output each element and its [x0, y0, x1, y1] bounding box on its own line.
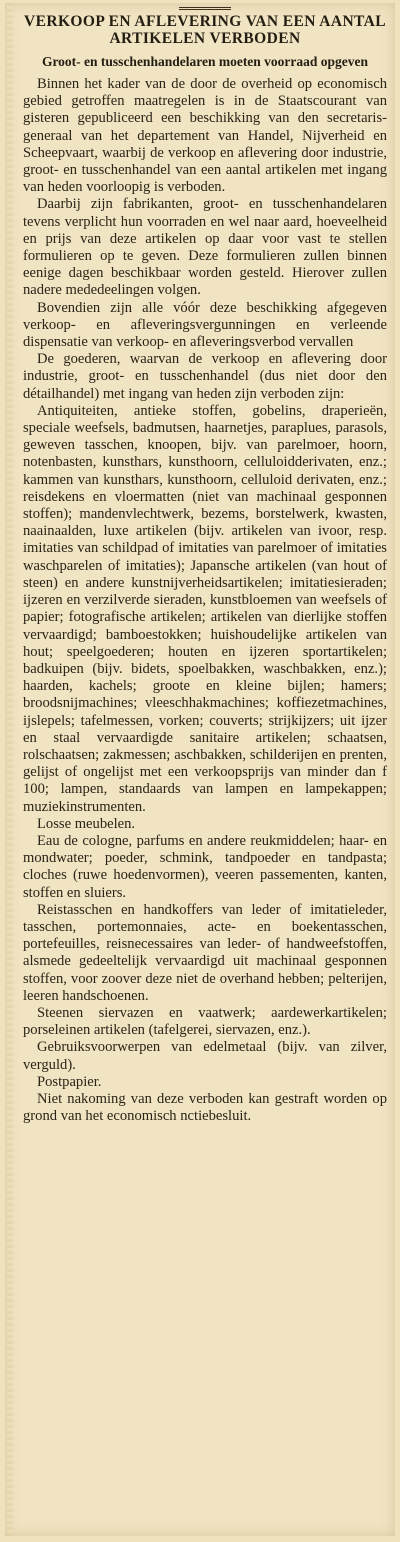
paragraph-paper: Postpapier. — [37, 1073, 102, 1090]
paragraph-precious-metal: Gebruiksvoorwerpen van edelmetaal (bijv. van zilver, verguld). — [23, 1039, 387, 1073]
paragraph-goods-intro: De goederen, waarvan de verkoop en aflevering door industrie, groot- en tusschenhandel (dus niet door den détailhandel) met ingang van heden zijn verboden zijn: — [23, 351, 387, 402]
paragraph-ceramics: Steenen siervazen en vaatwerk; aardewerkartikelen; porseleinen artikelen (tafelgerei, siervazen, enz.). — [23, 1004, 387, 1039]
paragraph-permits: Bovendien zijn alle vóór deze beschikking afgegeven verkoop- en afleveringsvergunningen en verleende dispensatie van verkoop- en afleveringsverbod vervallen — [23, 299, 387, 351]
paragraph-obligation: Daarbij zijn fabrikanten, groot- en tusschenhandelaren tevens verplicht hun voorraden en wel naar aard, hoeveelheid en prijs van deze artikelen op daar voor vast te stellen formulieren op te geven. Deze formulieren zullen binnen eenige dagen beschikbaar worden gesteld. Hierover zullen nadere mededeelingen volgen. — [23, 196, 387, 299]
subheadline: Groot- en tusschenhandelaren moeten voorraad opgeven — [41, 54, 369, 69]
paragraph-leather: Reistasschen en handkoffers van leder of imitatieleder, tasschen, portemonnaies, acte- en boekentasschen, portefeuilles, reisnecessaires van leder- of handweefstoffen, alsmede gedeeltelijk vervaardigd uit machinaal gesponnen stoffen, voor zoover deze niet de overhand hebben; pelterijen, leeren handschoenen. — [23, 901, 387, 1004]
paragraph-furniture: Losse meubelen. — [37, 815, 136, 832]
paragraph-penalty: Niet nakoming van deze verboden kan gestraft worden op grond van het economisch nctiebesluit. — [23, 1090, 387, 1125]
paragraph-goods-list: Antiquiteiten, antieke stoffen, gobelins, draperieën, speciale weefsels, badmutsen, haarnetjes, paraplues, parasols, geweven tasschen, knoopen, bijv. van parelmoer, hoorn, notenbasten, kunsthars, kunsthoorn, celluloidderivaten, enz.; kammen van kunsthars, kunsthoorn, celluloid derivaten, enz.; reisdekens en vloermatten (niet van machinaal gesponnen stoffen); mandenvlechtwerk, bezems, borstelwerk, kwasten, naainaalden, luxe artikelen (bijv. artikelen van ivoor, resp. imitaties van schildpad of imitaties van parelmoer of imitaties waschparelen of imitaties); Japansche artikelen (van hout of steen) en andere kunstnijverheidsartikelen; imitatiesieraden; ijzeren en verzilverde sieraden, kunstbloemen van weefsels of papier; fotografische artikelen; artikelen van dierlijke stoffen vervaardigd; bamboestokken; huishoudelijke artikelen van hout; speelgoederen; houten en ijzeren sportartikelen; badkuipen (bijv. bidets, spoelbakken, waschbakken, enz.); haarden, kachels; groote en kleine bijlen; hamers; broodsnijmachines; vleeschhakmachines; koffiezetmachines, ijslepels; tafelmessen, vorken; couverts; strijkijzers; uit ijzer en staal vervaardigde sanitaire artikelen; schaatsen, rolschaatsen; zakmessen; aschbakken, schilderijen en prenten, gelijst of ongelijst met een verkoopsprijs van minder dan f 100; lampen, standaards van lampen en lampekappen; muziekinstrumenten. — [23, 402, 387, 815]
header-ornament — [179, 3, 231, 11]
paragraph-cosmetics: Eau de cologne, parfums en andere reukmiddelen; haar- en mondwater; poeder, schmink, tandpoeder en tandpasta; cloches (ruwe hoedenvormen), veeren passementen, kanten, stoffen en sluiers. — [23, 832, 387, 901]
article-body — [23, 76, 387, 1125]
paragraph-intro: Binnen het kader van de door de overheid op economisch gebied getroffen maatregelen is in de Staatscourant van gisteren gepubliceerd een beschikking van den secretaris-generaal van het departement van Handel, Nijverheid en Scheepvaart, waarbij de verkoop en aflevering door industrie, groot- en tusschenhandel van een aantal artikelen met ingang van heden voorloopig is verboden. — [23, 76, 387, 196]
newspaper-clipping — [5, 3, 395, 1536]
headline: VERKOOP EN AFLEVERING VAN EEN AANTAL ARTIKELEN VERBODEN — [24, 13, 386, 47]
